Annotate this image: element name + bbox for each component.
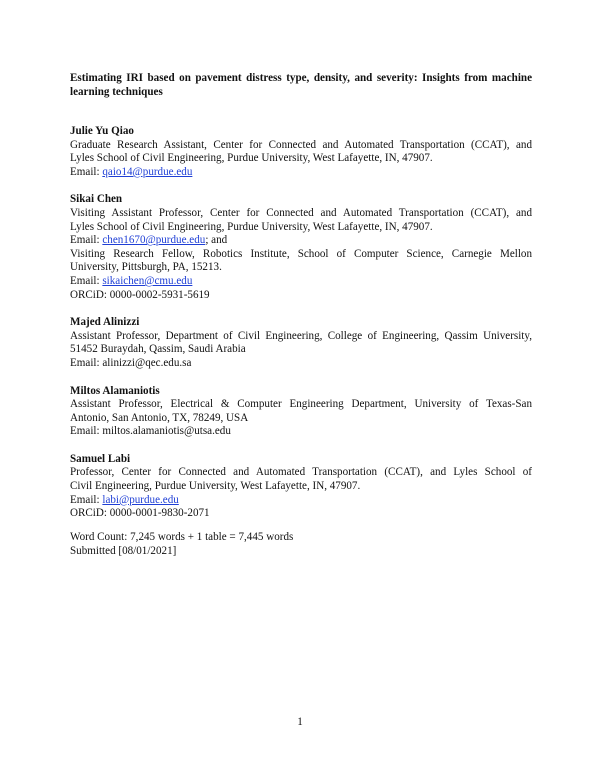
orcid: ORCiD: 0000-0001-9830-2071 bbox=[70, 507, 210, 520]
affiliation-line: Lyles School of Civil Engineering, Purdue University, West Lafayette, IN, 47907. bbox=[70, 220, 433, 233]
email-line bbox=[70, 275, 532, 289]
affiliation-line: Antonio, San Antonio, TX, 78249, USA bbox=[70, 411, 249, 424]
author-name: Majed Alinizzi bbox=[70, 316, 140, 329]
paper-title: Estimating IRI based on pavement distress type, density, and severity: Insights from machine learning techniques bbox=[70, 72, 532, 98]
affiliation-line: Assistant Professor, Department of Civil Engineering, College of Engineering, Qassim University, bbox=[70, 329, 532, 342]
affiliation-line: University, Pittsburgh, PA, 15213. bbox=[70, 261, 222, 274]
email-suffix: ; and bbox=[205, 234, 228, 247]
affiliation-line: Visiting Assistant Professor, Center for Connected and Automated Transportation (CCAT), and bbox=[70, 206, 532, 219]
author-name: Sikai Chen bbox=[70, 193, 123, 206]
email-line: Email: alinizzi@qec.edu.sa bbox=[70, 356, 192, 369]
affiliation-line: Graduate Research Assistant, Center for Connected and Automated Transportation (CCAT), and bbox=[70, 138, 532, 151]
author-name: Samuel Labi bbox=[70, 452, 131, 465]
email-line bbox=[70, 166, 532, 180]
email-line bbox=[70, 494, 532, 508]
orcid: ORCiD: 0000-0002-5931-5619 bbox=[70, 288, 210, 301]
email-link[interactable]: labi@purdue.edu bbox=[102, 493, 179, 506]
affiliation-line: Professor, Center for Connected and Automated Transportation (CCAT), and Lyles School of bbox=[70, 466, 532, 479]
word-count: Word Count: 7,245 words + 1 table = 7,445 words bbox=[70, 531, 294, 543]
author-block bbox=[70, 193, 532, 302]
affiliation-line: Assistant Professor, Electrical & Computer Engineering Department, University of Texas-San bbox=[70, 398, 532, 411]
email-label: Email: bbox=[70, 274, 103, 287]
author-block bbox=[70, 453, 532, 521]
email-link[interactable]: qaio14@purdue.edu bbox=[102, 165, 193, 178]
email-link[interactable]: sikaichen@cmu.edu bbox=[102, 274, 193, 287]
author-name: Julie Yu Qiao bbox=[70, 125, 134, 137]
author-name: Miltos Alamaniotis bbox=[70, 384, 160, 397]
email-line bbox=[70, 234, 532, 248]
author-block bbox=[70, 316, 532, 370]
email-label: Email: bbox=[70, 493, 103, 506]
author-block bbox=[70, 125, 532, 179]
email-link[interactable]: chen1670@purdue.edu bbox=[102, 234, 206, 247]
submitted-date: Submitted [08/01/2021] bbox=[70, 544, 177, 557]
page-number: 1 bbox=[297, 716, 303, 728]
email-label: Email: bbox=[70, 234, 103, 247]
affiliation-line: 51452 Buraydah, Qassim, Saudi Arabia bbox=[70, 343, 246, 356]
email-line: Email: miltos.alamaniotis@utsa.edu bbox=[70, 425, 231, 438]
affiliation-line: Civil Engineering, Purdue University, West Lafayette, IN, 47907. bbox=[70, 480, 361, 493]
affiliation-line: Lyles School of Civil Engineering, Purdue University, West Lafayette, IN, 47907. bbox=[70, 152, 433, 165]
author-list bbox=[70, 125, 532, 535]
submission-meta bbox=[70, 531, 293, 558]
affiliation-line: Visiting Research Fellow, Robotics Institute, School of Computer Science, Carnegie Mellon bbox=[70, 247, 532, 260]
author-block bbox=[70, 385, 532, 439]
email-label: Email: bbox=[70, 165, 103, 178]
